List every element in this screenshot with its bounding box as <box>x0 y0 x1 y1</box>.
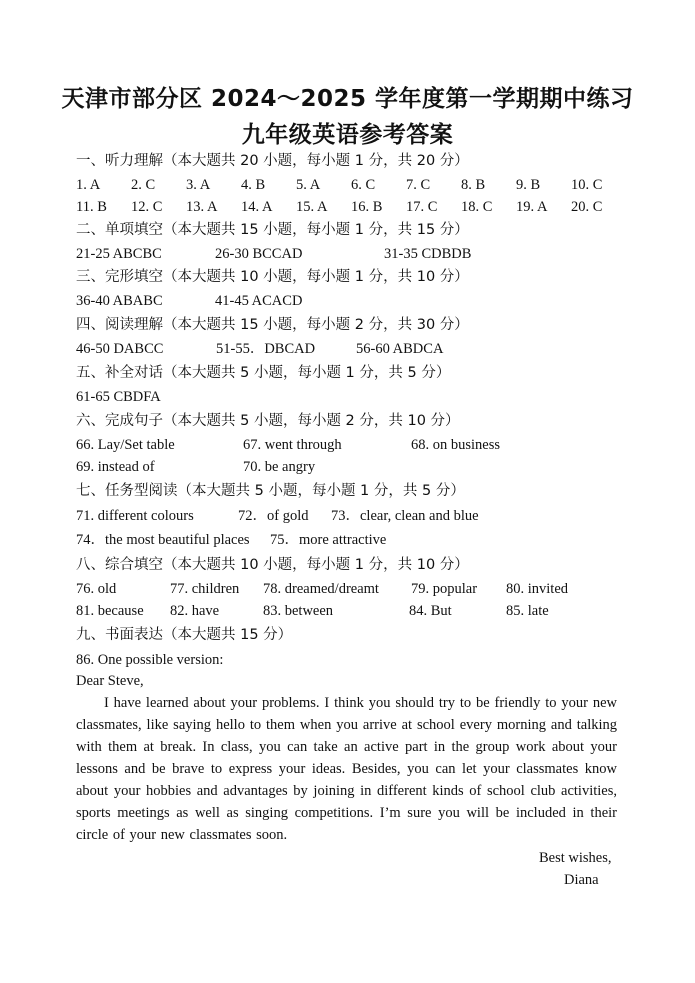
answer-item: 3. A <box>186 177 211 193</box>
answer-item: 66. Lay/Set table <box>76 437 175 453</box>
answer-item: 73．clear, clean and blue <box>331 508 479 524</box>
answer-item: 56-60 ABDCA <box>356 341 444 357</box>
section-8-heading: 八、综合填空（本大题共 10 小题，每小题 1 分，共 10 分） <box>76 557 469 573</box>
answer-item: 69. instead of <box>76 459 155 475</box>
answer-item: 17. C <box>406 199 438 215</box>
section-3-heading: 三、完形填空（本大题共 10 小题，每小题 1 分，共 10 分） <box>76 269 469 285</box>
answer-item: 21-25 ABCBC <box>76 246 162 262</box>
answer-item: 82. have <box>170 603 220 619</box>
answer-item: 36-40 ABABC <box>76 293 163 309</box>
section-2-heading: 二、单项填空（本大题共 15 小题，每小题 1 分，共 15 分） <box>76 222 469 238</box>
answer-item: 41-45 ACACD <box>215 293 303 309</box>
answer-item: 12. C <box>131 199 163 215</box>
answer-item: 11. B <box>76 199 107 215</box>
answer-item: 76. old <box>76 581 117 597</box>
section-9-heading: 九、书面表达（本大题共 15 分） <box>76 627 293 643</box>
letter-body: I have learned about your problems. I think you should try to be friendly to your new classmates, like saying hello to them when you arrive at school every morning and talking with them at break. In class, you can take an active part in the group work about your lessons and be brave to express your ideas. Besides, you can let your classmates know about your hobbies and advantages by joining in different kinds of school club activities, sports meetings as well as singing competitions. I’m sure you will be included in their circle of your new classmates soon. <box>76 695 617 843</box>
answer-item: 81. because <box>76 603 144 619</box>
answer-item: 15. A <box>296 199 328 215</box>
answer-item: 70. be angry <box>243 459 316 475</box>
answer-item: 9. B <box>516 177 541 193</box>
answer-item: 5. A <box>296 177 321 193</box>
answer-item: 61-65 CBDFA <box>76 389 161 405</box>
letter-closing: Best wishes, <box>539 850 612 866</box>
answer-item: 4. B <box>241 177 266 193</box>
answer-item: 72．of gold <box>238 508 309 524</box>
answer-item: 1. A <box>76 177 101 193</box>
document-subtitle: 九年级英语参考答案 <box>241 122 454 148</box>
document-title: 天津市部分区 2024～2025 学年度第一学期期中练习 <box>61 86 634 112</box>
answer-item: 19. A <box>516 199 548 215</box>
answer-item: 6. C <box>351 177 376 193</box>
answer-item: 74．the most beautiful places <box>76 532 250 548</box>
answer-item: 80. invited <box>506 581 569 597</box>
letter-signature: Diana <box>564 872 599 888</box>
essay-intro: 86. One possible version: <box>76 652 224 668</box>
answer-item: 77. children <box>170 581 240 597</box>
answer-item: 71. different colours <box>76 508 194 524</box>
section-7-heading: 七、任务型阅读（本大题共 5 小题，每小题 1 分，共 5 分） <box>76 483 465 499</box>
answer-item: 79. popular <box>411 581 478 597</box>
answer-item: 67. went through <box>243 437 342 453</box>
answer-item: 84. But <box>409 603 452 619</box>
answer-item: 8. B <box>461 177 486 193</box>
section-5-heading: 五、补全对话（本大题共 5 小题，每小题 1 分，共 5 分） <box>76 365 451 381</box>
answer-item: 7. C <box>406 177 431 193</box>
section-1-heading: 一、听力理解（本大题共 20 小题，每小题 1 分，共 20 分） <box>76 153 469 169</box>
answer-item: 2. C <box>131 177 156 193</box>
answer-item: 20. C <box>571 199 603 215</box>
answer-item: 31-35 CDBDB <box>384 246 472 262</box>
answer-item: 10. C <box>571 177 603 193</box>
answer-item: 26-30 BCCAD <box>215 246 303 262</box>
answer-item: 46-50 DABCC <box>76 341 164 357</box>
answer-item: 78. dreamed/dreamt <box>263 581 379 597</box>
answer-item: 68. on business <box>411 437 501 453</box>
answer-item: 14. A <box>241 199 273 215</box>
answer-item: 83. between <box>263 603 334 619</box>
section-4-heading: 四、阅读理解（本大题共 15 小题，每小题 2 分，共 30 分） <box>76 317 469 333</box>
answer-item: 13. A <box>186 199 218 215</box>
answer-item: 75．more attractive <box>270 532 387 548</box>
answer-item: 85. late <box>506 603 549 619</box>
answer-item: 18. C <box>461 199 493 215</box>
answer-item: 16. B <box>351 199 383 215</box>
answer-item: 51-55．DBCAD <box>216 341 316 357</box>
letter-greeting: Dear Steve, <box>76 673 144 689</box>
section-6-heading: 六、完成句子（本大题共 5 小题，每小题 2 分，共 10 分） <box>76 413 460 429</box>
